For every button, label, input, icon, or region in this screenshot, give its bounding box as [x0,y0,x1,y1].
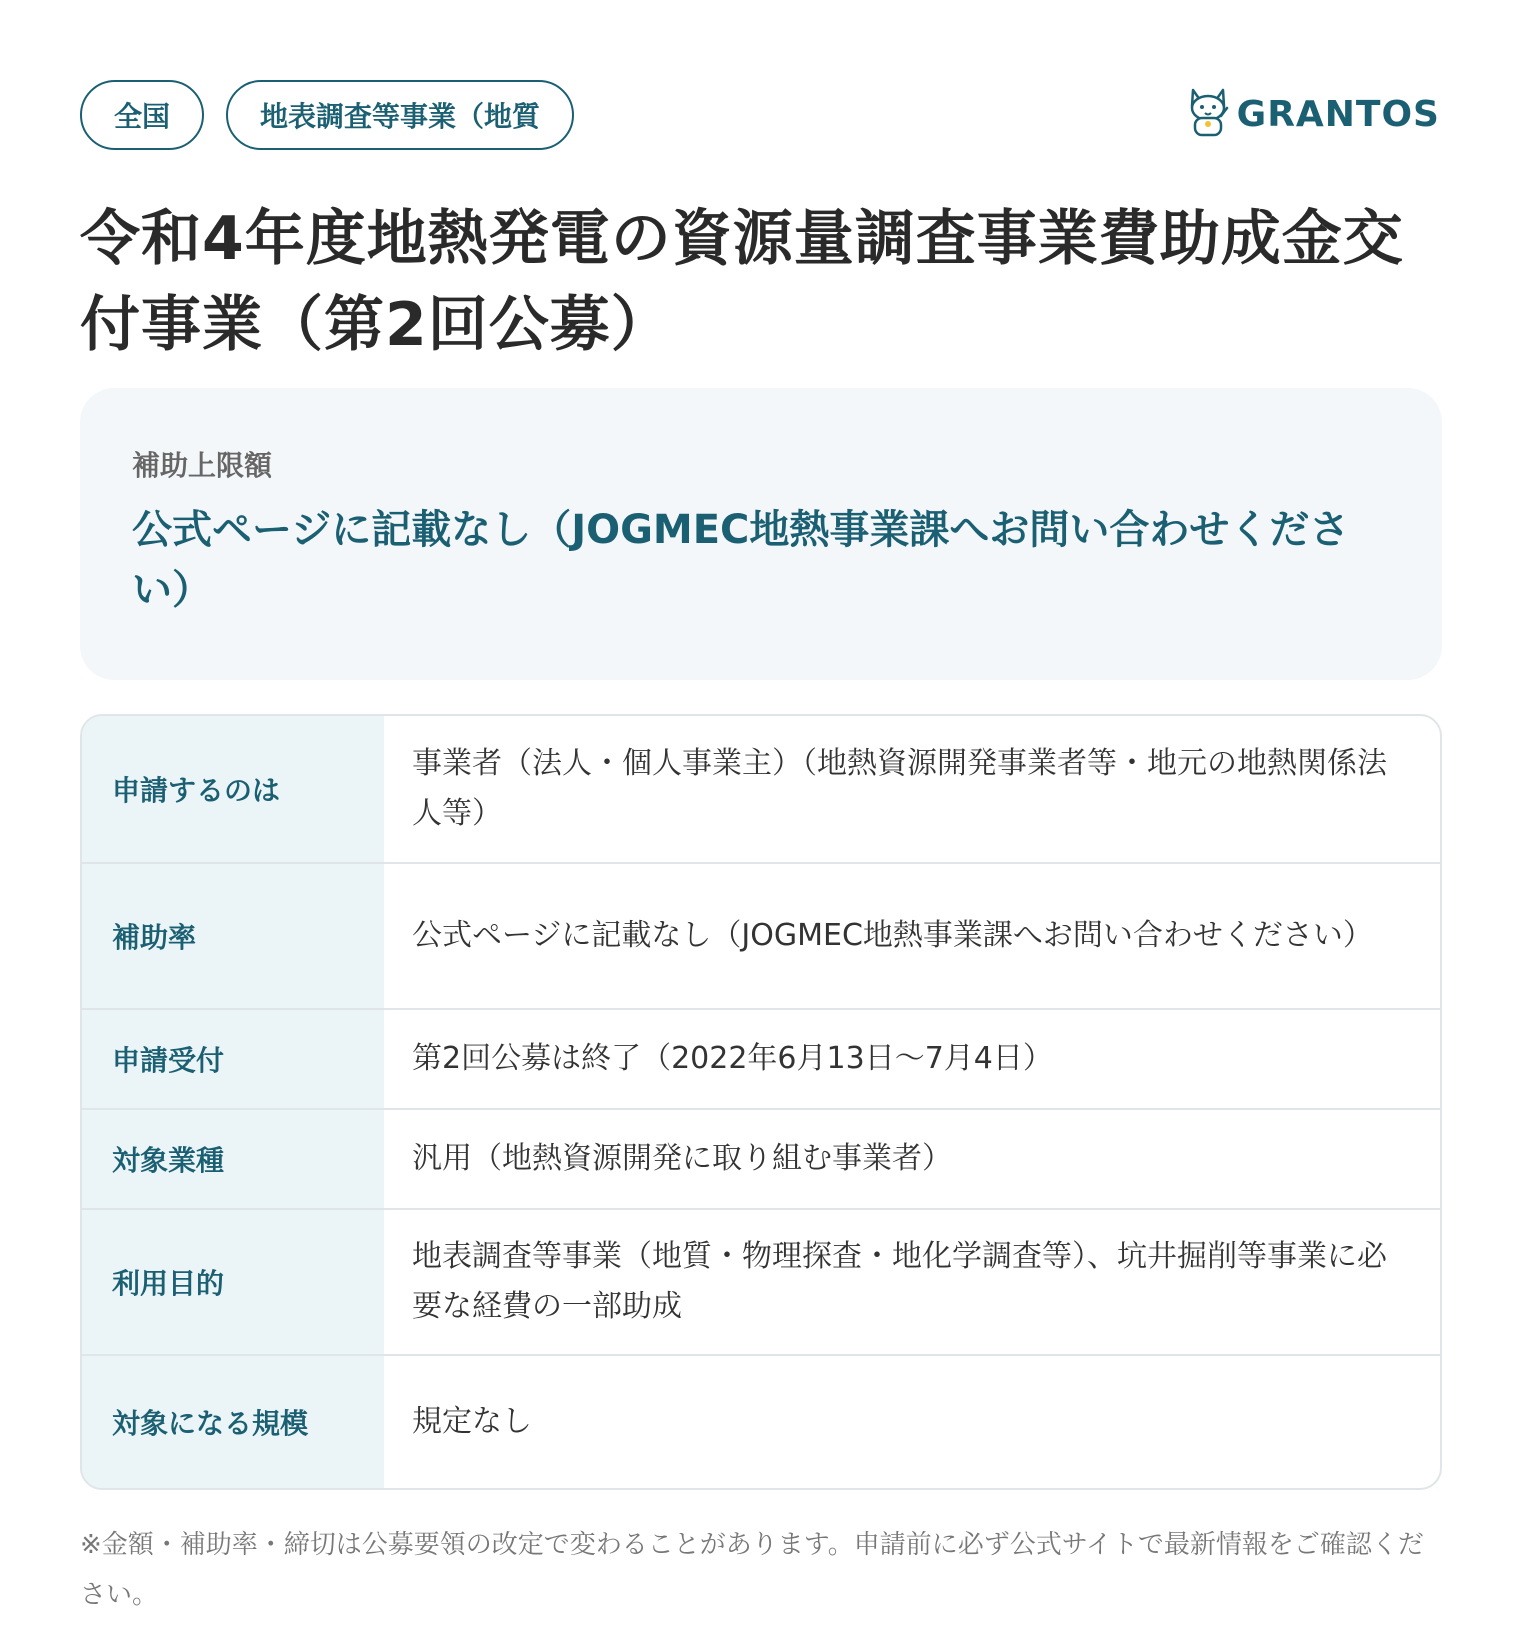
logo-text: GRANTOS [1236,93,1440,135]
table-row [82,1210,1440,1356]
row-label: 申請するのは [82,716,384,862]
row-label: 補助率 [82,864,384,1008]
table-row [82,1110,1440,1210]
max-amount-card [80,388,1442,680]
row-label: 対象になる規模 [82,1356,384,1488]
row-label: 申請受付 [82,1010,384,1108]
row-value: 第2回公募は終了（2022年6月13日〜7月4日） [412,1041,1053,1076]
disclaimer-note: ※金額・補助率・締切は公募要領の改定で変わることがあります。申請前に必ず公式サイトで最新情報をご確認ください。 [80,1530,1424,1610]
logo[interactable] [1187,86,1440,142]
row-value: 規定なし [412,1404,532,1439]
table-row [82,1356,1440,1488]
table-row [82,716,1440,864]
row-value: 公式ページに記載なし（JOGMEC地熱事業課へお問い合わせください） [412,918,1373,953]
page-title: 令和4年度地熱発電の資源量調査事業費助成金交付事業（第2回公募） [80,204,1404,360]
table-row [82,1010,1440,1110]
row-value: 汎用（地熱資源開発に取り組む事業者） [412,1141,952,1176]
header [80,80,1440,150]
lucky-cat-icon [1187,86,1229,142]
max-amount-label: 補助上限額 [132,449,273,482]
max-amount-value: 公式ページに記載なし（JOGMEC地熱事業課へお問い合わせください） [132,507,1350,613]
row-value: 事業者（法人・個人事業主）（地熱資源開発事業者等・地元の地熱関係法人等） [412,746,1387,831]
details-table [80,714,1442,1490]
row-label: 対象業種 [82,1110,384,1208]
tag-region[interactable]: 全国 [80,80,204,150]
table-row [82,864,1440,1010]
row-value: 地表調査等事業（地質・物理探査・地化学調査等）、坑井掘削等事業に必要な経費の一部助成 [412,1239,1387,1324]
tag-category[interactable]: 地表調査等事業（地質 [226,80,574,150]
row-label: 利用目的 [82,1210,384,1354]
